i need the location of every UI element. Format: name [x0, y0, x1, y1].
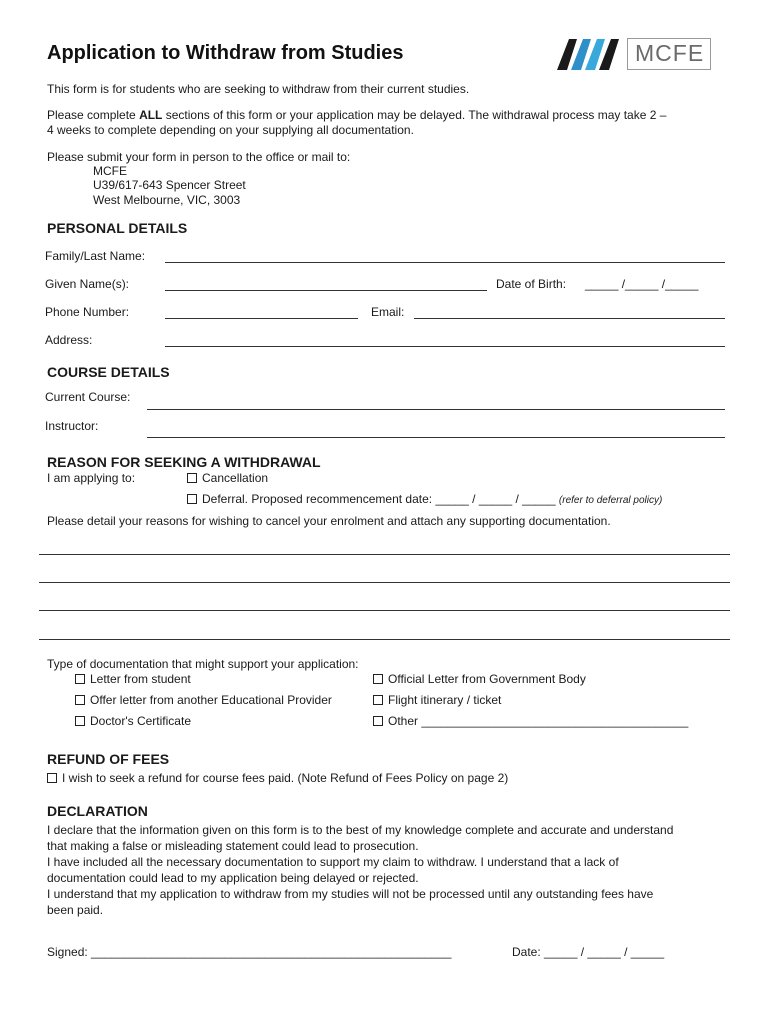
given-names-label: Given Name(s): — [45, 277, 130, 291]
instructor-label: Instructor: — [45, 419, 99, 433]
doc-gov-letter — [373, 671, 586, 687]
mcfe-logo-mark-icon — [555, 36, 625, 72]
declaration-p1-a: I declare that the information given on this form is to the best of my knowledge complete and accurate and understand — [47, 823, 674, 837]
documentation-intro: Type of documentation that might support your application: — [47, 657, 359, 671]
family-name-label: Family/Last Name: — [45, 249, 146, 263]
refund-heading: REFUND OF FEES — [47, 751, 170, 767]
deferral-label: Deferral. Proposed recommencement date: _____ / _____ / _____ — [202, 492, 556, 506]
declaration-p1-b: that making a false or misleading statement could lead to prosecution. — [47, 839, 419, 853]
doc-offer-letter-checkbox[interactable] — [75, 695, 85, 705]
doc-other — [373, 713, 688, 729]
doc-flight-label: Flight itinerary / ticket — [388, 693, 502, 707]
declaration-p3-a: I understand that my application to withdraw from my studies will not be processed until any outstanding fees have — [47, 887, 654, 901]
doc-other-label: Other ________________________________________ — [388, 714, 689, 728]
given-names-field[interactable] — [165, 290, 487, 291]
applying-to-label: I am applying to: — [47, 471, 136, 485]
doc-letter-student-label: Letter from student — [90, 672, 191, 686]
personal-details-heading: PERSONAL DETAILS — [47, 220, 188, 236]
logo-wordmark: MCFE — [635, 40, 705, 66]
deferral-checkbox[interactable] — [187, 494, 197, 504]
current-course-field[interactable] — [147, 409, 725, 410]
phone-field[interactable] — [165, 318, 358, 319]
cancellation-label: Cancellation — [202, 471, 269, 485]
declaration-p3-b: been paid. — [47, 903, 104, 917]
doc-doctor-label: Doctor's Certificate — [90, 714, 191, 728]
intro-line-2: Please complete ALL sections of this form or your application may be delayed. The withdrawal process may take 2 – — [47, 108, 667, 122]
address-field[interactable] — [165, 346, 725, 347]
email-field[interactable] — [414, 318, 725, 319]
submit-instructions: Please submit your form in person to the office or mail to: — [47, 150, 351, 164]
doc-offer-letter-label: Offer letter from another Educational Provider — [90, 693, 332, 707]
mcfe-logo — [555, 36, 715, 72]
doc-letter-student-checkbox[interactable] — [75, 674, 85, 684]
doc-flight-checkbox[interactable] — [373, 695, 383, 705]
deferral-option — [187, 491, 662, 509]
declaration-p2-b: documentation could lead to my application being delayed or rejected. — [47, 871, 419, 885]
instructor-field[interactable] — [147, 437, 725, 438]
signature-date-field[interactable]: Date: _____ / _____ / _____ — [512, 945, 665, 959]
reason-line-3[interactable] — [39, 610, 730, 611]
doc-gov-letter-checkbox[interactable] — [373, 674, 383, 684]
reason-line-2[interactable] — [39, 582, 730, 583]
reason-line-1[interactable] — [39, 554, 730, 555]
signature-field[interactable]: Signed: ______________________________________________________ — [47, 945, 452, 959]
course-details-heading: COURSE DETAILS — [47, 364, 170, 380]
doc-other-checkbox[interactable] — [373, 716, 383, 726]
doc-doctor — [75, 713, 191, 729]
page-title: Application to Withdraw from Studies — [47, 42, 404, 64]
doc-doctor-checkbox[interactable] — [75, 716, 85, 726]
doc-offer-letter — [75, 692, 332, 708]
address-line-3: West Melbourne, VIC, 3003 — [93, 193, 241, 207]
refund-option — [47, 770, 508, 786]
family-name-field[interactable] — [165, 262, 725, 263]
refund-label: I wish to seek a refund for course fees paid. (Note Refund of Fees Policy on page 2) — [62, 771, 509, 785]
refund-checkbox[interactable] — [47, 773, 57, 783]
doc-gov-letter-label: Official Letter from Government Body — [388, 672, 586, 686]
dob-field[interactable]: _____ /_____ /_____ — [585, 277, 699, 291]
reason-detail-prompt: Please detail your reasons for wishing to cancel your enrolment and attach any supporting documentation. — [47, 514, 611, 528]
reason-line-4[interactable] — [39, 639, 730, 640]
dob-label: Date of Birth: — [496, 277, 567, 291]
deferral-policy-note: (refer to deferral policy) — [558, 495, 663, 506]
email-label: Email: — [371, 305, 405, 319]
declaration-heading: DECLARATION — [47, 803, 148, 819]
declaration-p2-a: I have included all the necessary documentation to support my claim to withdraw. I understand that a lack of — [47, 855, 619, 869]
cancellation-option — [187, 470, 268, 486]
address-label: Address: — [45, 333, 93, 347]
intro-line-1: This form is for students who are seeking to withdraw from their current studies. — [47, 82, 470, 96]
address-line-1: MCFE — [93, 164, 127, 178]
reason-heading: REASON FOR SEEKING A WITHDRAWAL — [47, 454, 321, 470]
intro-line-3: 4 weeks to complete depending on your supplying all documentation. — [47, 123, 414, 137]
current-course-label: Current Course: — [45, 390, 131, 404]
doc-flight — [373, 692, 501, 708]
phone-label: Phone Number: — [45, 305, 130, 319]
address-line-2: U39/617-643 Spencer Street — [93, 178, 246, 192]
doc-letter-student — [75, 671, 191, 687]
cancellation-checkbox[interactable] — [187, 473, 197, 483]
